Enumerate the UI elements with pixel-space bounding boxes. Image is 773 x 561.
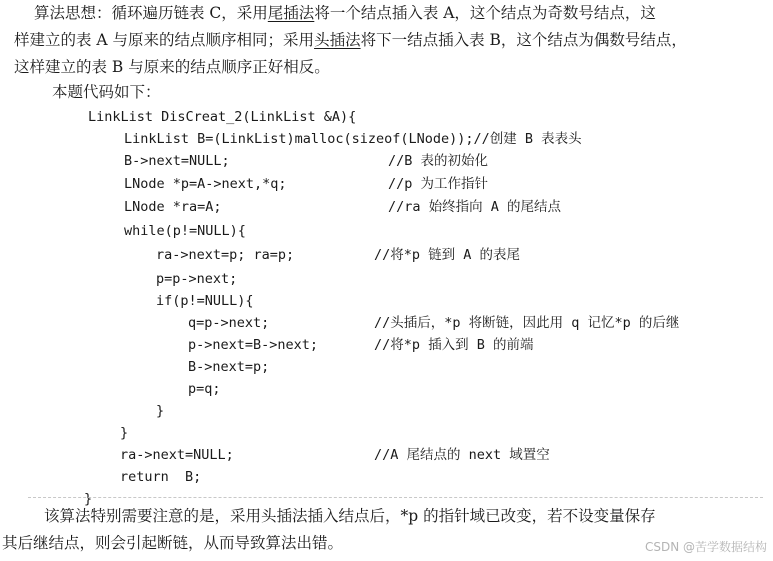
intro-line-1-text-b: 将一个结点插入表 A，这个结点为奇数号结点，这: [314, 4, 656, 22]
code-comment: //将*p 插入到 B 的前端: [374, 337, 534, 353]
code-text: q=p->next;: [188, 315, 270, 331]
intro-line-1-text-a: 算法思想：循环遍历链表 C，采用: [34, 4, 268, 22]
code-text: LinkList DisCreat_2(LinkList &A){: [88, 109, 357, 125]
intro-line-2: [0, 27, 773, 54]
code-text: LinkList B=(LinkList)malloc(sizeof(LNode));//创建 B 表表头: [124, 131, 582, 147]
code-text: B->next=p;: [188, 359, 270, 375]
watermark: CSDN @苦学数据结构: [644, 540, 767, 554]
code-text: }: [120, 425, 129, 441]
code-comment: //A 尾结点的 next 域置空: [374, 447, 550, 463]
code-comment: //头插后，*p 将断链，因此用 q 记忆*p 的后继: [374, 315, 680, 331]
section-divider: [28, 497, 763, 498]
code-text: if(p!=NULL){: [156, 293, 254, 309]
head-insert-term: 头插法: [314, 31, 361, 49]
code-text: p=q;: [188, 381, 221, 397]
code-comment: //p 为工作指针: [388, 176, 489, 192]
code-text: ra->next=p; ra=p;: [156, 247, 295, 263]
intro-line-1: [0, 0, 773, 27]
intro-line-2-text-b: 将下一结点插入表 B，这个结点为偶数号结点，: [360, 31, 687, 49]
code-text: p->next=B->next;: [188, 337, 319, 353]
code-block: [0, 106, 773, 507]
summary-line-2: 其后继结点，则会引起断链，从而导致算法出错。: [2, 534, 344, 552]
code-text: B->next=NULL;: [124, 153, 230, 169]
code-text: p=p->next;: [156, 271, 238, 287]
tail-insert-term: 尾插法: [267, 4, 315, 22]
intro-line-2-text-a: 样建立的表 A 与原来的结点顺序相同；采用: [14, 31, 315, 49]
code-text: }: [156, 403, 165, 419]
code-text: LNode *ra=A;: [124, 199, 222, 215]
code-text: while(p!=NULL){: [124, 223, 246, 239]
intro-line-3: 这样建立的表 B 与原来的结点顺序正好相反。: [14, 58, 330, 76]
code-text: return B;: [120, 469, 202, 485]
summary-line-1: 该算法特别需要注意的是，采用头插法插入结点后，*p 的指针域已改变，若不设变量保存: [44, 507, 656, 525]
code-text: }: [84, 491, 93, 507]
code-comment: //将*p 链到 A 的表尾: [374, 247, 521, 263]
code-text: ra->next=NULL;: [120, 447, 234, 463]
intro-paragraph: [0, 0, 773, 81]
code-comment: //ra 始终指向 A 的尾结点: [388, 199, 562, 215]
code-text: LNode *p=A->next,*q;: [124, 176, 287, 192]
code-comment: //B 表的初始化: [388, 153, 489, 169]
code-heading: 本题代码如下：: [52, 83, 161, 101]
